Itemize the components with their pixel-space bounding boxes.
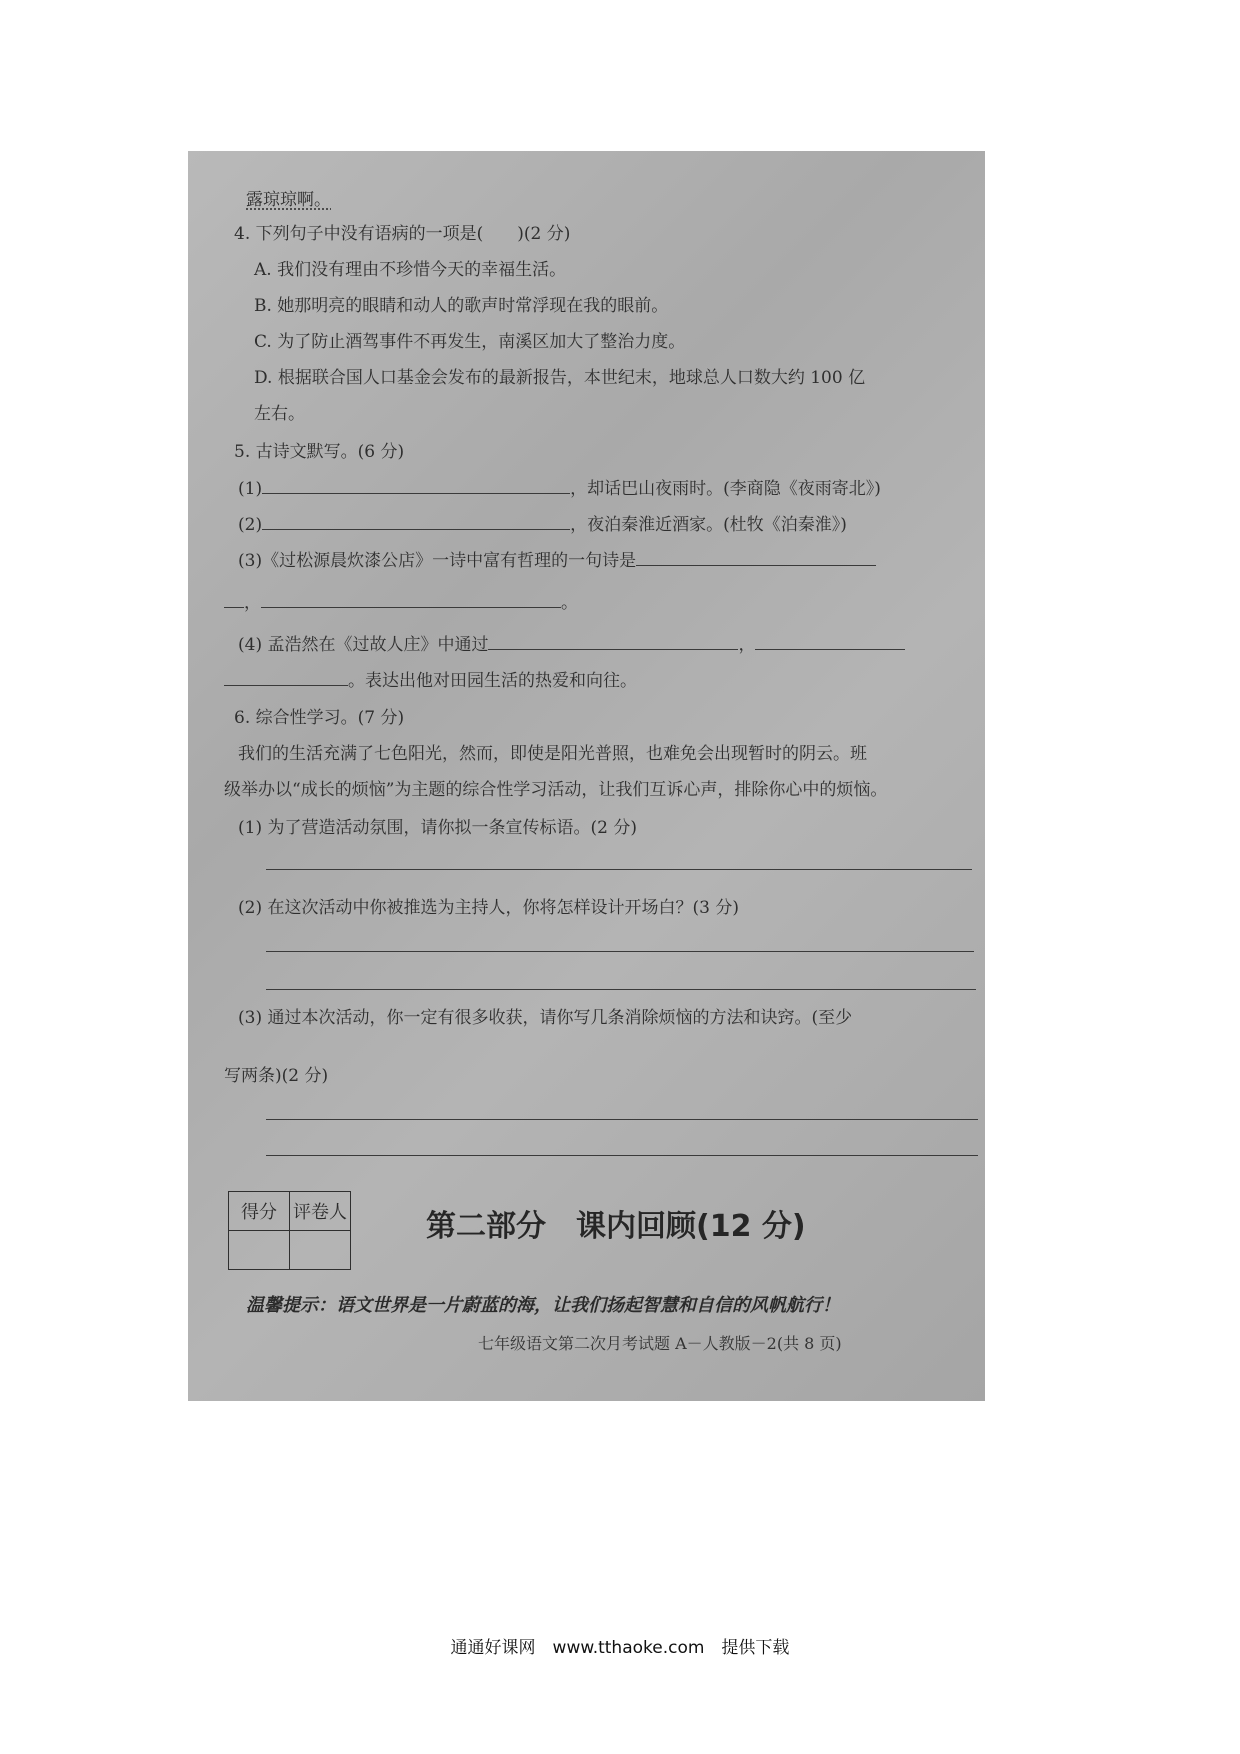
answer-blank[interactable] bbox=[261, 591, 561, 608]
text-fragment: 露琼琼啊。 bbox=[246, 190, 331, 210]
q5-2-label: (2) bbox=[238, 515, 263, 535]
answer-blank[interactable] bbox=[262, 477, 570, 494]
download-watermark: 通通好课网 www.tthaoke.com 提供下载 bbox=[450, 1638, 790, 1658]
question-5: 5. 古诗文默写。(6 分) bbox=[234, 442, 405, 462]
section-title: 第二部分 课内回顾(12 分) bbox=[426, 1209, 806, 1244]
option-a: A. 我们没有理由不珍惜今天的幸福生活。 bbox=[254, 260, 567, 280]
score-table bbox=[228, 1191, 351, 1270]
q5-4-cont bbox=[224, 669, 637, 692]
answer-blank[interactable] bbox=[224, 591, 244, 608]
q5-2 bbox=[238, 513, 847, 536]
q6-3: (3) 通过本次活动，你一定有很多收获，请你写几条消除烦恼的方法和诀窍。(至少 bbox=[238, 1008, 853, 1028]
q5-3 bbox=[238, 549, 876, 572]
q5-4 bbox=[238, 633, 905, 656]
q6-paragraph-2: 级举办以“成长的烦恼”为主题的综合性学习活动，让我们互诉心声，排除你心中的烦恼。 bbox=[224, 780, 888, 800]
answer-line[interactable] bbox=[266, 1119, 978, 1120]
q5-1 bbox=[238, 477, 881, 500]
separator: ， bbox=[244, 593, 261, 613]
warm-tip: 温馨提示：语文世界是一片蔚蓝的海，让我们扬起智慧和自信的风帆航行！ bbox=[246, 1295, 840, 1316]
q5-2-text: ，夜泊秦淮近酒家。(杜牧《泊秦淮》) bbox=[570, 515, 847, 535]
q5-3-cont bbox=[224, 591, 578, 614]
q6-1: (1) 为了营造活动氛围，请你拟一条宣传标语。(2 分) bbox=[238, 818, 637, 838]
separator: ， bbox=[738, 635, 756, 655]
option-d: D. 根据联合国人口基金会发布的最新报告，本世纪末，地球总人口数大约 100 亿 bbox=[254, 368, 866, 388]
q6-2: (2) 在这次活动中你被推选为主持人，你将怎样设计开场白？(3 分) bbox=[238, 898, 739, 918]
q5-4-end: 。表达出他对田园生活的热爱和向往。 bbox=[348, 671, 637, 691]
question-6: 6. 综合性学习。(7 分) bbox=[234, 708, 405, 728]
score-header: 得分 bbox=[229, 1192, 290, 1231]
q6-paragraph-1: 我们的生活充满了七色阳光，然而，即使是阳光普照，也难免会出现暂时的阴云。班 bbox=[238, 744, 867, 764]
answer-line[interactable] bbox=[266, 1155, 978, 1156]
text-line bbox=[246, 189, 331, 211]
answer-line[interactable] bbox=[266, 989, 976, 990]
answer-blank[interactable] bbox=[755, 633, 905, 650]
q5-1-label: (1) bbox=[238, 479, 263, 499]
q5-4-text: (4) 孟浩然在《过故人庄》中通过 bbox=[238, 635, 489, 655]
option-c: C. 为了防止酒驾事件不再发生，南溪区加大了整治力度。 bbox=[254, 332, 686, 352]
answer-blank[interactable] bbox=[224, 669, 348, 686]
q5-1-text: ，却话巴山夜雨时。(李商隐《夜雨寄北》) bbox=[570, 479, 881, 499]
scanned-exam-page bbox=[188, 151, 985, 1401]
answer-line[interactable] bbox=[266, 951, 974, 952]
answer-blank[interactable] bbox=[636, 549, 876, 566]
answer-blank[interactable] bbox=[488, 633, 738, 650]
option-b: B. 她那明亮的眼睛和动人的歌声时常浮现在我的眼前。 bbox=[254, 296, 669, 316]
grader-cell[interactable] bbox=[290, 1231, 351, 1270]
option-d-cont: 左右。 bbox=[254, 404, 305, 424]
page-footer: 七年级语文第二次月考试题 A－人教版－2(共 8 页) bbox=[478, 1334, 842, 1353]
q5-3-text: (3)《过松源晨炊漆公店》一诗中富有哲理的一句诗是 bbox=[238, 551, 637, 571]
period: 。 bbox=[561, 593, 578, 613]
q6-3-cont: 写两条)(2 分) bbox=[224, 1066, 329, 1086]
grader-header: 评卷人 bbox=[290, 1192, 351, 1231]
answer-line[interactable] bbox=[266, 869, 972, 870]
answer-blank[interactable] bbox=[262, 513, 570, 530]
score-cell[interactable] bbox=[229, 1231, 290, 1270]
question-4: 4. 下列句子中没有语病的一项是( )(2 分) bbox=[234, 224, 571, 244]
